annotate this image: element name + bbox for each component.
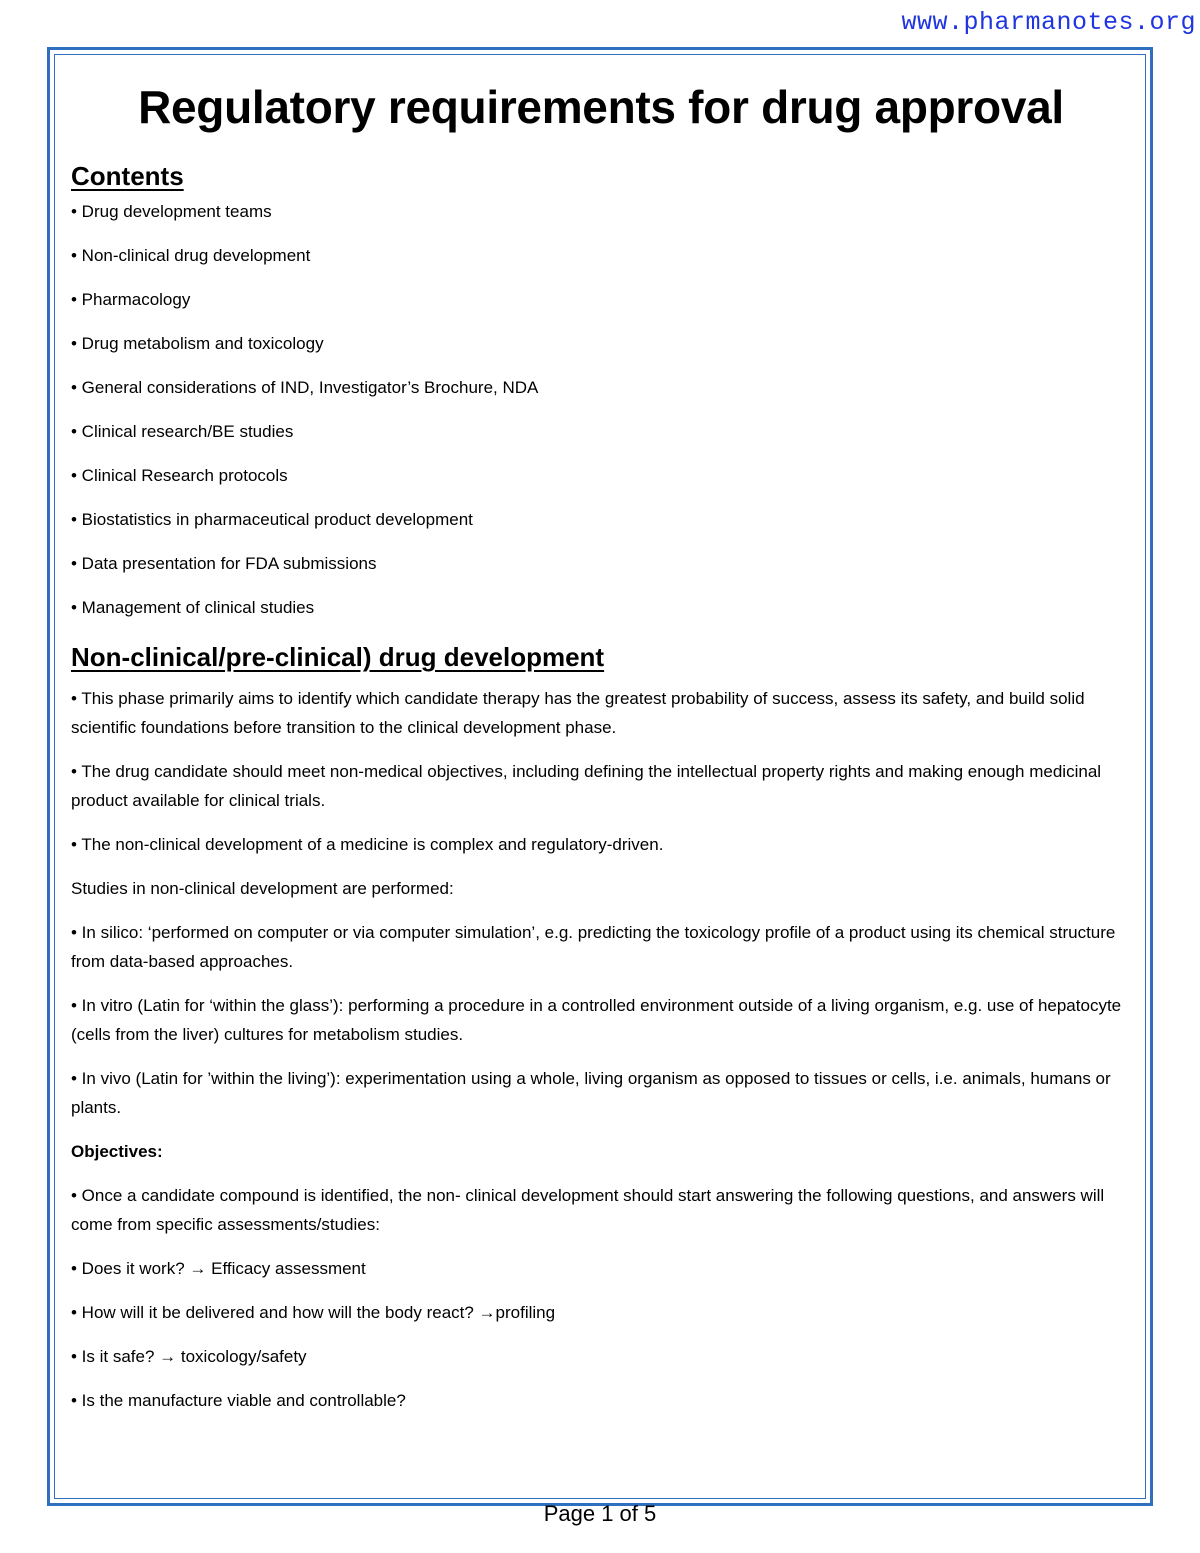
contents-item: • Non-clinical drug development <box>71 246 311 265</box>
contents-item: • General considerations of IND, Investigator’s Brochure, NDA <box>71 378 539 397</box>
objective-item: • Once a candidate compound is identified, the non- clinical development should start answering the following questions, and answers will come from specific assessments/studies: <box>71 1186 1105 1234</box>
contents-item: • Management of clinical studies <box>71 598 315 617</box>
objective-item: • Is the manufacture viable and controllable? <box>71 1391 406 1410</box>
site-watermark: www.pharmanotes.org <box>901 8 1196 37</box>
page-number: Page 1 of 5 <box>543 1501 657 1526</box>
body-paragraph: Studies in non-clinical development are performed: <box>71 879 454 898</box>
contents-item: • Clinical Research protocols <box>71 466 288 485</box>
contents-heading: Contents <box>71 161 184 191</box>
body-paragraph: • In vitro (Latin for ‘within the glass’): performing a procedure in a controlled environment outside of a living organism, e.g. use of hepatocyte (cells from the liver) cultures for metabolism studies. <box>71 996 1122 1044</box>
document-title: Regulatory requirements for drug approval <box>138 81 1064 133</box>
contents-item: • Data presentation for FDA submissions <box>71 554 377 573</box>
contents-item: • Biostatistics in pharmaceutical product development <box>71 510 473 529</box>
objectives-label: Objectives: <box>71 1142 163 1161</box>
contents-item: • Drug metabolism and toxicology <box>71 334 324 353</box>
body-paragraph: • The drug candidate should meet non-medical objectives, including defining the intellectual property rights and making enough medicinal product available for clinical trials. <box>71 762 1102 810</box>
contents-item: • Pharmacology <box>71 290 191 309</box>
nonclinical-heading: Non-clinical/pre-clinical) drug development <box>71 642 605 672</box>
body-paragraph: • In silico: ‘performed on computer or via computer simulation’, e.g. predicting the toxicology profile of a product using its chemical structure from data-based approaches. <box>71 923 1116 971</box>
body-paragraph: • The non-clinical development of a medicine is complex and regulatory-driven. <box>71 835 664 854</box>
contents-list <box>71 201 1131 619</box>
contents-item: • Drug development teams <box>71 202 272 221</box>
document-body <box>71 78 1131 1415</box>
body-paragraph: • In vivo (Latin for ’within the living’): experimentation using a whole, living organism as opposed to tissues or cells, i.e. animals, humans or plants. <box>71 1069 1111 1117</box>
contents-item: • Clinical research/BE studies <box>71 422 294 441</box>
objective-item: • How will it be delivered and how will the body react? →profiling <box>71 1303 556 1322</box>
objective-item: • Does it work? → Efficacy assessment <box>71 1259 366 1278</box>
body-paragraph: • This phase primarily aims to identify which candidate therapy has the greatest probability of success, assess its safety, and build solid scientific foundations before transition to the clinical development phase. <box>71 689 1085 737</box>
objective-item: • Is it safe? → toxicology/safety <box>71 1347 307 1366</box>
nonclinical-body <box>71 684 1131 1415</box>
